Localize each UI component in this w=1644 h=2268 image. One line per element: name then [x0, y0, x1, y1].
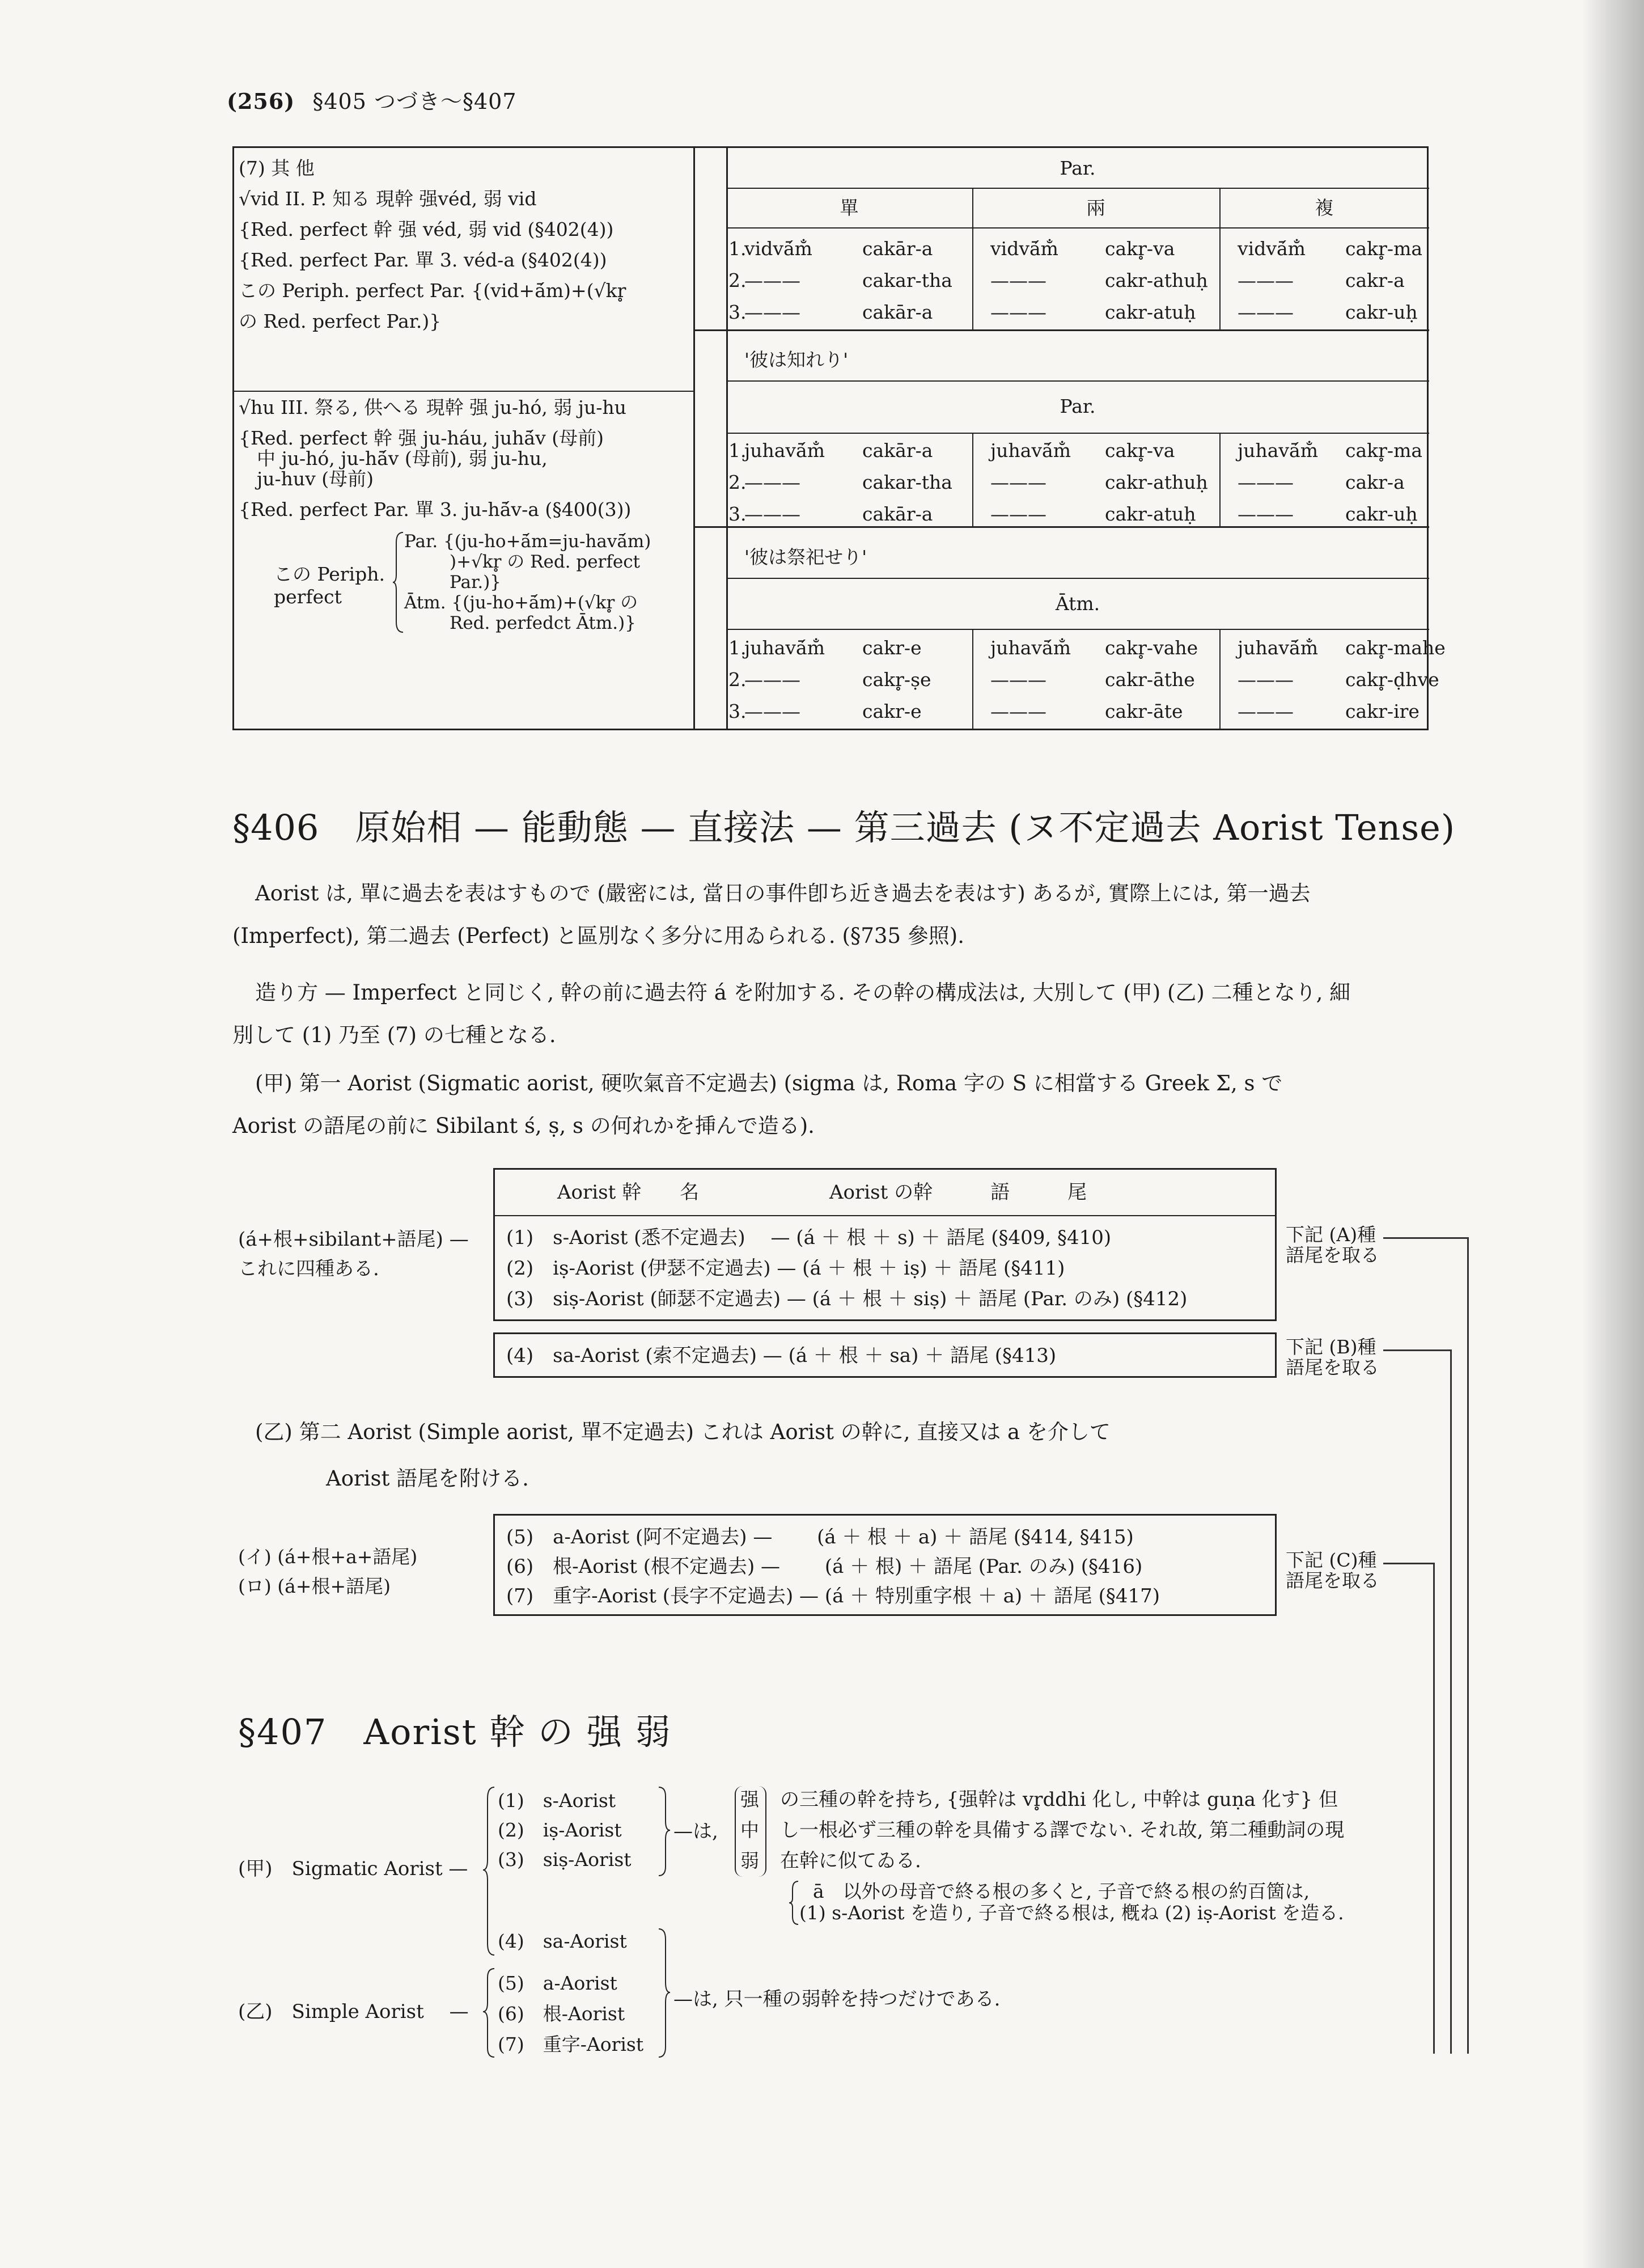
grade-strong: 强: [740, 1788, 759, 1810]
conjugation-cell: cakr-āthe: [1105, 668, 1195, 691]
left-note-line: {Red. perfect Par. 單 3. véd-a (§402(4)): [239, 249, 607, 271]
grade-weak: 弱: [740, 1850, 759, 1872]
conjugation-cell: cakr-a: [1345, 471, 1405, 493]
brace-icon: [482, 1786, 495, 1956]
conjugation-cell: vidvā́m̐: [744, 238, 812, 260]
aorist-box-1: [493, 1168, 1277, 1321]
conjugation-cell: ———: [1238, 269, 1294, 291]
ending-note-a: 語尾を取る: [1286, 1244, 1379, 1266]
conjugation-cell: juhavā́m̐: [990, 439, 1071, 462]
conjugation-cell: cakr̥-ma: [1345, 238, 1423, 260]
conjugation-cell: cakr-athuḥ: [1105, 471, 1208, 493]
aorist-type: (7) 重字-Aorist (長字不定過去) — (á ＋ 特別重字根 ＋ a) ＋ 語尾 (§417): [506, 1585, 1160, 1607]
paragraph-line: (甲) 第一 Aorist (Sigmatic aorist, 硬吹氣音不定過去) (sigma は, Roma 字の S に相當する Greek Σ, s で: [255, 1071, 1283, 1095]
conjugation-cell: ———: [990, 668, 1046, 691]
person-number: 1.: [728, 439, 747, 462]
left-note: (イ) (á+根+a+語尾): [238, 1546, 418, 1568]
brace-icon: [392, 531, 404, 633]
conjugation-cell: cakr-āte: [1105, 700, 1183, 722]
brace-icon: [658, 1786, 671, 1877]
conjugation-cell: cakr̥-ḍhve: [1345, 668, 1439, 691]
conjugation-cell: cakār-a: [862, 503, 933, 525]
conjugation-cell: ———: [744, 269, 800, 291]
conjugation-cell: cakr-uḥ: [1345, 503, 1418, 525]
explanation-line: の三種の幹を持ち, {强幹は vr̥ddhi 化し, 中幹は guṇa 化す} 但: [780, 1788, 1338, 1811]
aorist-item: (6) 根-Aorist: [498, 2003, 625, 2025]
left-note-line: の Red. perfect Par.)}: [239, 310, 442, 332]
explanation-line: 在幹に似てゐる.: [780, 1850, 921, 1872]
conjugation-cell: ———: [744, 471, 800, 493]
conjugation-cell: ———: [990, 269, 1046, 291]
conjugation-cell: cakr̥-ma: [1345, 439, 1423, 462]
conjugation-cell: ———: [744, 668, 800, 691]
number-header: 複: [1315, 197, 1334, 219]
ending-note-c: 下記 (C)種: [1286, 1549, 1377, 1571]
aorist-box-3: [493, 1514, 1277, 1616]
grade-middle: 中: [740, 1819, 759, 1841]
conjugation-cell: cakar-tha: [862, 471, 952, 493]
conjugation-cell: vidvā́m̐: [990, 238, 1058, 260]
person-number: 3.: [728, 503, 747, 525]
conjugation-cell: ———: [1238, 503, 1294, 525]
brace-icon: [482, 1967, 495, 2058]
box-header: Aorist の幹 語 尾: [829, 1181, 1087, 1204]
conjugation-cell: ———: [990, 301, 1046, 323]
ending-note-b: 語尾を取る: [1286, 1356, 1379, 1378]
left-note-line: {Red. perfect Par. 單 3. ju-hā́v-a (§400(3)): [239, 498, 632, 521]
conjugation-cell: juhavā́m̐: [1238, 637, 1319, 659]
conjugation-cell: ———: [744, 301, 800, 323]
periph-label: この Periph. perfect: [274, 563, 385, 608]
conjugation-cell: cakr̥-ṣe: [862, 668, 931, 691]
left-note-line: {Red. perfect 幹 强 véd, 弱 vid (§402(4)): [239, 218, 614, 240]
aorist-item: (3) siṣ-Aorist: [498, 1848, 632, 1871]
conjugation-cell: cakr-a: [1345, 269, 1405, 291]
paragraph-line: 別して (1) 乃至 (7) の七種となる.: [232, 1023, 556, 1047]
brace-icon: [658, 1928, 671, 2058]
conjugation-cell: cakr-e: [862, 700, 922, 722]
paragraph-line: Aorist の語尾の前に Sibilant ś, ṣ, s の何れかを挿んで造る).: [232, 1114, 815, 1138]
ending-note-b: 下記 (B)種: [1286, 1336, 1376, 1358]
page-header: [227, 84, 517, 115]
periph-line: Ātm. {(ju-ho+ā́m)+(√kr̥ の: [404, 593, 638, 613]
conjugation-cell: ———: [1238, 668, 1294, 691]
ending-note-c: 語尾を取る: [1286, 1569, 1379, 1592]
explanation-line: (1) s-Aorist を造り, 子音で終る根は, 槪ね (2) iṣ-Aorist を造る.: [799, 1902, 1344, 1924]
person-number: 1.: [728, 238, 747, 260]
person-number: 3.: [728, 301, 747, 323]
aorist-type: (5) a-Aorist (阿不定過去) — (á ＋ 根 ＋ a) ＋ 語尾 (§414, §415): [506, 1526, 1134, 1548]
number-header: 兩: [1086, 197, 1105, 219]
periph-line: Par. {(ju-ho+ā́m=ju-havā́m): [404, 531, 651, 552]
perfect-conjugation-table: [232, 146, 1446, 730]
conjugation-cell: cakr-atuḥ: [1105, 503, 1196, 525]
conjugation-cell: cakr-atuḥ: [1105, 301, 1196, 323]
wa-label: —は,: [673, 1820, 718, 1843]
conjugation-cell: ———: [990, 471, 1046, 493]
conjugation-cell: cakar-tha: [862, 269, 952, 291]
paragraph-line: (乙) 第二 Aorist (Simple aorist, 單不定過去) これは Aorist の幹に, 直接又は a を介して: [255, 1420, 1111, 1444]
conjugation-cell: cakr-athuḥ: [1105, 269, 1208, 291]
page-number: (256): [227, 88, 295, 114]
aorist-type: (2) iṣ-Aorist (伊瑟不定過去) — (á ＋ 根 ＋ iṣ) ＋ 語尾 (§411): [506, 1257, 1065, 1280]
conjugation-cell: cakār-a: [862, 238, 933, 260]
conjugation-cell: cakr̥-mahe: [1345, 637, 1446, 659]
left-note-line: ju-huv (母前): [257, 468, 374, 490]
conjugation-cell: ———: [990, 503, 1046, 525]
paragraph-line: 造り方 — Imperfect と同じく, 幹の前に過去符 á を附加する. その幹の構成法は, 大別して (甲) (乙) 二種となり, 細: [255, 980, 1351, 1005]
person-number: 3.: [728, 700, 747, 722]
aorist-item: (1) s-Aorist: [498, 1789, 616, 1812]
conjugation-cell: juhavā́m̐: [1238, 439, 1319, 462]
conjugation-cell: juhavā́m̐: [744, 637, 825, 659]
person-number: 1.: [728, 637, 747, 659]
conjugation-cell: juhavā́m̐: [744, 439, 825, 462]
paragraph-line: Aorist 語尾を附ける.: [326, 1466, 529, 1491]
number-header: 單: [840, 197, 859, 219]
periph-line: Par.)}: [450, 572, 502, 593]
conjugation-cell: cakr-ire: [1345, 700, 1420, 722]
conjugation-cell: cakār-a: [862, 301, 933, 323]
conjugation-cell: cakār-a: [862, 439, 933, 462]
ending-note-a: 下記 (A)種: [1286, 1224, 1376, 1246]
conjugation-cell: juhavā́m̐: [990, 637, 1071, 659]
aorist-item: (7) 重字-Aorist: [498, 2033, 644, 2055]
aorist-item: (2) iṣ-Aorist: [498, 1819, 622, 1841]
left-note: (ロ) (á+根+語尾): [238, 1575, 391, 1597]
box-header: Aorist 幹 名: [557, 1181, 700, 1204]
conjugation-cell: cakr̥-va: [1105, 238, 1175, 260]
page-edge-shadow: [1582, 0, 1644, 2268]
par-label: Par.: [1060, 157, 1096, 179]
aorist-item: (5) a-Aorist: [498, 1972, 617, 1994]
left-note-line: {Red. perfect 幹 强 ju-háu, juhā́v (母前): [239, 427, 604, 449]
periph-line: Red. perfedct Ātm.)}: [450, 613, 636, 633]
aorist-type: (3) siṣ-Aorist (師瑟不定過去) — (á ＋ 根 ＋ siṣ) ＋ 語尾 (Par. のみ) (§412): [506, 1288, 1188, 1310]
aorist-type: (1) s-Aorist (悉不定過去) — (á ＋ 根 ＋ s) ＋ 語尾 (§409, §410): [506, 1226, 1112, 1249]
conjugation-cell: ———: [990, 700, 1046, 722]
aorist-type: (4) sa-Aorist (索不定過去) — (á ＋ 根 ＋ sa) ＋ 語尾 (§413): [506, 1344, 1057, 1367]
explanation-line: し一根必ず三種の幹を具備する譯でない. それ故, 第二種動詞の現: [780, 1819, 1345, 1842]
simple-label: (乙) Simple Aorist —: [238, 2000, 469, 2023]
aorist-box-2: [493, 1332, 1277, 1378]
section-407-title: §407 Aorist 幹 の 强 弱: [238, 1711, 672, 1753]
conjugation-cell: vidvā́m̐: [1238, 238, 1306, 260]
person-number: 2.: [728, 471, 747, 493]
explanation-line: —は, 只一種の弱幹を持つだけである.: [673, 1988, 1001, 2011]
section-range: §405 つづき〜§407: [312, 89, 517, 114]
paragraph-line: (Imperfect), 第二過去 (Perfect) と區別なく多分に用ゐられる. (§735 參照).: [232, 924, 964, 948]
conjugation-cell: ———: [1238, 301, 1294, 323]
left-note: (á+根+sibilant+語尾) —: [238, 1228, 469, 1251]
left-note: これに四種ある.: [238, 1258, 379, 1280]
brace-icon: [788, 1880, 799, 1926]
left-note-line: 中 ju-hó, ju-hā́v (母前), 弱 ju-hu,: [257, 447, 548, 469]
conjugation-cell: ———: [1238, 700, 1294, 722]
periph-line: )+√kr̥ の Red. perfect: [450, 552, 641, 572]
conjugation-cell: ———: [744, 503, 800, 525]
conjugation-cell: cakr̥-va: [1105, 439, 1175, 462]
sigmatic-label: (甲) Sigmatic Aorist —: [238, 1857, 468, 1880]
atm-label: Ātm.: [1055, 593, 1100, 615]
section-406-title: §406 原始相 — 能動態 — 直接法 — 第三過去 (ヌ不定過去 Aorist Tense): [232, 807, 1456, 848]
left-note-line: この Periph. perfect Par. {(vid+ā́m)+(√kr̥: [239, 280, 626, 302]
par-label: Par.: [1060, 395, 1096, 417]
conjugation-cell: cakr-uḥ: [1345, 301, 1418, 323]
gloss: '彼は祭祀せり': [744, 546, 867, 568]
conjugation-cell: cakr̥-vahe: [1105, 637, 1198, 659]
aorist-type: (6) 根-Aorist (根不定過去) — (á ＋ 根) ＋ 語尾 (Par. のみ) (§416): [506, 1555, 1143, 1578]
conjugation-cell: cakr-e: [862, 637, 922, 659]
person-number: 2.: [728, 668, 747, 691]
conjugation-cell: ———: [744, 700, 800, 722]
aorist-item: (4) sa-Aorist: [498, 1930, 627, 1952]
explanation-line: ā 以外の母音で終る根の多くと, 子音で終る根の約百箇は,: [813, 1880, 1310, 1902]
conjugation-cell: ———: [1238, 471, 1294, 493]
person-number: 2.: [728, 269, 747, 291]
left-note-line: √hu III. 祭る, 供へる 現幹 强 ju-hó, 弱 ju-hu: [239, 396, 626, 418]
left-note-line: (7) 其 他: [239, 157, 315, 179]
gloss: '彼は知れり': [744, 349, 849, 371]
left-note-line: √vid II. P. 知る 現幹 强véd, 弱 vid: [239, 188, 537, 210]
paragraph-line: Aorist は, 單に過去を表はすもので (嚴密には, 當日の事件卽ち近き過去を表はす) あるが, 實際上には, 第一過去: [255, 881, 1311, 905]
